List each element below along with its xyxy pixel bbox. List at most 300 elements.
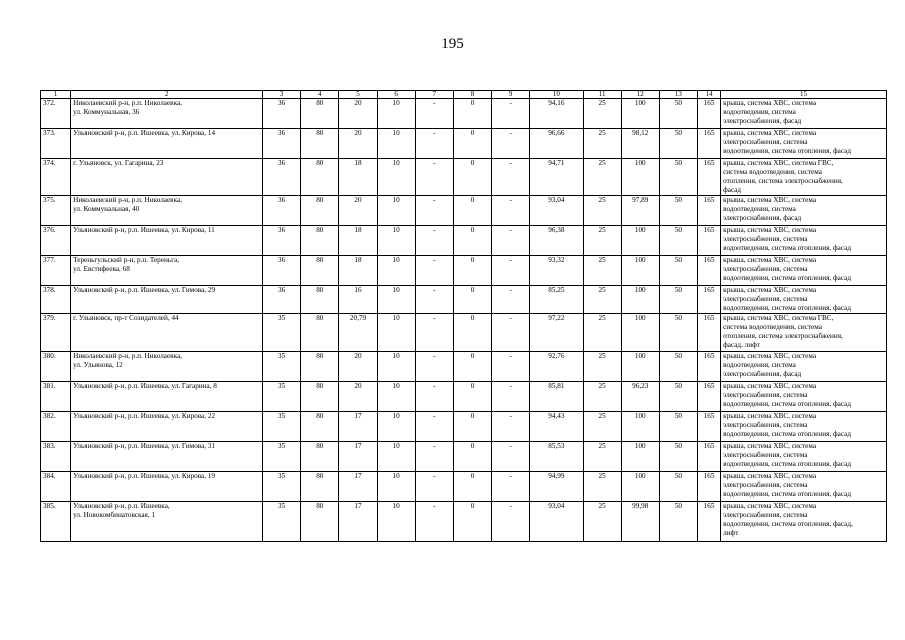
works-cell	[721, 352, 887, 382]
row-number: 380.	[41, 352, 71, 382]
value-cell-c9: -	[492, 226, 530, 256]
value-cell-c10: 96,38	[530, 226, 583, 256]
table-row	[41, 256, 887, 286]
works-cell	[721, 382, 887, 412]
works-line: лифт	[723, 529, 739, 537]
works-line: система водоотведения, система	[723, 168, 822, 176]
works-line: электроснабжения, система	[723, 391, 808, 399]
value-cell-c4: 80	[301, 226, 339, 256]
row-number: 379.	[41, 314, 71, 352]
value-cell-c12: 100	[621, 412, 659, 442]
works-line: крыша, система ХВС, система	[723, 129, 817, 137]
row-number: 375.	[41, 196, 71, 226]
value-cell-c9: -	[492, 196, 530, 226]
value-cell-c13: 50	[659, 159, 697, 196]
value-cell-c6: 10	[377, 129, 415, 159]
works-line: электроснабжения, система	[723, 138, 808, 146]
works-line: крыша, система ХВС, система ГВС,	[723, 314, 834, 322]
table-row	[41, 129, 887, 159]
value-cell-c11: 25	[583, 502, 621, 542]
address-line: Ульяновский р-н, р.п. Ишеевка, ул. Гимова, 31	[73, 442, 216, 450]
value-cell-c6: 10	[377, 502, 415, 542]
address-cell	[71, 99, 263, 129]
value-cell-c6: 10	[377, 442, 415, 472]
works-line: крыша, система ХВС, система ГВС,	[723, 159, 834, 167]
value-cell-c10: 85,25	[530, 286, 583, 314]
row-number: 382.	[41, 412, 71, 442]
address-cell	[71, 352, 263, 382]
value-cell-c5: 17	[339, 472, 377, 502]
works-line: крыша, система ХВС, система	[723, 286, 817, 294]
value-cell-c9: -	[492, 382, 530, 412]
works-line: крыша, система ХВС, система	[723, 382, 817, 390]
value-cell-c3: 36	[263, 286, 301, 314]
address-line: Ульяновский р-н, р.п. Ишеевка, ул. Гагарина, 8	[73, 382, 217, 390]
table-row	[41, 226, 887, 256]
value-cell-c11: 25	[583, 382, 621, 412]
works-line: водоотведения, система отопления, фасад	[723, 460, 851, 468]
value-cell-c12: 100	[621, 472, 659, 502]
row-number: 376.	[41, 226, 71, 256]
works-line: электроснабжения, фасад	[723, 370, 802, 378]
value-cell-c3: 35	[263, 412, 301, 442]
value-cell-c6: 10	[377, 412, 415, 442]
value-cell-c9: -	[492, 442, 530, 472]
value-cell-c9: -	[492, 159, 530, 196]
works-line: электроснабжения, фасад	[723, 117, 802, 125]
value-cell-c4: 80	[301, 502, 339, 542]
address-line: Ульяновский р-н, р.п. Ишеевка, ул. Кирова, 22	[73, 412, 216, 420]
table-row	[41, 159, 887, 196]
value-cell-c13: 50	[659, 442, 697, 472]
address-line: Ульяновский р-н, р.п. Ишеевка, ул. Кирова, 11	[73, 226, 215, 234]
value-cell-c13: 50	[659, 314, 697, 352]
value-cell-c8: 0	[453, 352, 491, 382]
works-line: крыша, система ХВС, система	[723, 412, 817, 420]
works-cell	[721, 314, 887, 352]
value-cell-c8: 0	[453, 442, 491, 472]
table-row	[41, 99, 887, 129]
value-cell-c10: 93,04	[530, 502, 583, 542]
address-line: Тереньгульский р-н, р.п. Тереньга,	[73, 256, 180, 264]
value-cell-c12: 98,12	[621, 129, 659, 159]
works-cell	[721, 226, 887, 256]
table-row	[41, 286, 887, 314]
value-cell-c5: 20	[339, 99, 377, 129]
column-header-9: 9	[492, 91, 530, 99]
table-row	[41, 472, 887, 502]
value-cell-c5: 18	[339, 256, 377, 286]
works-line: электроснабжения, фасад	[723, 214, 802, 222]
value-cell-c3: 36	[263, 129, 301, 159]
value-cell-c3: 35	[263, 314, 301, 352]
value-cell-c3: 36	[263, 99, 301, 129]
address-cell	[71, 472, 263, 502]
value-cell-c8: 0	[453, 196, 491, 226]
value-cell-c3: 36	[263, 226, 301, 256]
table-row	[41, 352, 887, 382]
value-cell-c5: 16	[339, 286, 377, 314]
address-cell	[71, 502, 263, 542]
value-cell-c14: 165	[698, 129, 721, 159]
works-line: крыша, система ХВС, система	[723, 442, 817, 450]
works-cell	[721, 502, 887, 542]
address-line: ул. Ульянова, 12	[73, 361, 123, 369]
value-cell-c3: 35	[263, 502, 301, 542]
table-row	[41, 196, 887, 226]
value-cell-c6: 10	[377, 352, 415, 382]
value-cell-c14: 165	[698, 196, 721, 226]
value-cell-c8: 0	[453, 472, 491, 502]
address-line: Ульяновский р-н, р.п. Ишеевка, ул. Гимова, 29	[73, 286, 216, 294]
value-cell-c7: -	[415, 472, 453, 502]
value-cell-c10: 94,71	[530, 159, 583, 196]
value-cell-c4: 80	[301, 99, 339, 129]
address-line: Николаевский р-н, р.п. Николаевка,	[73, 196, 182, 204]
works-line: водоотведения, система отопления, фасад	[723, 304, 851, 312]
value-cell-c8: 0	[453, 382, 491, 412]
value-cell-c11: 25	[583, 472, 621, 502]
value-cell-c10: 93,04	[530, 196, 583, 226]
works-line: отопления, система электроснабжения,	[723, 332, 843, 340]
header-row	[41, 91, 887, 99]
value-cell-c5: 20	[339, 196, 377, 226]
address-cell	[71, 256, 263, 286]
works-line: водоотведения, система отопления, фасад	[723, 274, 851, 282]
value-cell-c14: 165	[698, 256, 721, 286]
value-cell-c4: 80	[301, 196, 339, 226]
works-line: крыша, система ХВС, система	[723, 472, 817, 480]
works-line: электроснабжения, система	[723, 265, 808, 273]
works-line: фасад, лифт	[723, 341, 760, 349]
value-cell-c14: 165	[698, 502, 721, 542]
value-cell-c7: -	[415, 502, 453, 542]
column-header-15: 15	[721, 91, 887, 99]
value-cell-c7: -	[415, 129, 453, 159]
value-cell-c14: 165	[698, 412, 721, 442]
value-cell-c13: 50	[659, 99, 697, 129]
table-row	[41, 382, 887, 412]
value-cell-c7: -	[415, 99, 453, 129]
row-number: 384.	[41, 472, 71, 502]
table-body	[41, 99, 887, 542]
value-cell-c14: 165	[698, 99, 721, 129]
value-cell-c11: 25	[583, 226, 621, 256]
works-cell	[721, 256, 887, 286]
value-cell-c10: 94,43	[530, 412, 583, 442]
value-cell-c4: 80	[301, 382, 339, 412]
value-cell-c5: 20	[339, 382, 377, 412]
address-line: ул. Евстифеева, 68	[73, 265, 130, 273]
works-line: система водоотведения, система	[723, 323, 822, 331]
value-cell-c7: -	[415, 226, 453, 256]
row-number: 381.	[41, 382, 71, 412]
value-cell-c12: 100	[621, 442, 659, 472]
works-line: отопления, система электроснабжения,	[723, 177, 843, 185]
works-line: электроснабжения, система	[723, 451, 808, 459]
value-cell-c7: -	[415, 442, 453, 472]
value-cell-c5: 18	[339, 226, 377, 256]
works-line: водоотведения, система отопления, фасад	[723, 490, 851, 498]
column-header-3: 3	[263, 91, 301, 99]
value-cell-c14: 165	[698, 442, 721, 472]
value-cell-c7: -	[415, 352, 453, 382]
value-cell-c9: -	[492, 286, 530, 314]
row-number: 373.	[41, 129, 71, 159]
column-header-1: 1	[41, 91, 71, 99]
value-cell-c13: 50	[659, 352, 697, 382]
value-cell-c11: 25	[583, 159, 621, 196]
address-line: Николаевский р-н, р.п. Николаевка,	[73, 99, 182, 107]
works-line: крыша, система ХВС, система	[723, 99, 817, 107]
value-cell-c11: 25	[583, 412, 621, 442]
value-cell-c4: 80	[301, 159, 339, 196]
page-number: 195	[441, 36, 464, 52]
works-line: водоотведения, система отопления, фасад	[723, 400, 851, 408]
column-header-7: 7	[415, 91, 453, 99]
value-cell-c10: 94,99	[530, 472, 583, 502]
value-cell-c12: 99,98	[621, 502, 659, 542]
works-line: фасад	[723, 186, 742, 194]
works-line: водоотведения, система отопления, фасад	[723, 147, 851, 155]
value-cell-c11: 25	[583, 442, 621, 472]
value-cell-c13: 50	[659, 382, 697, 412]
value-cell-c10: 97,22	[530, 314, 583, 352]
address-line: ул. Коммунальная, 36	[73, 108, 140, 116]
value-cell-c7: -	[415, 314, 453, 352]
address-line: Ульяновский р-н, р.п. Ишеевка,	[73, 502, 170, 510]
value-cell-c11: 25	[583, 352, 621, 382]
value-cell-c8: 0	[453, 286, 491, 314]
value-cell-c6: 10	[377, 382, 415, 412]
value-cell-c11: 25	[583, 286, 621, 314]
value-cell-c7: -	[415, 159, 453, 196]
value-cell-c6: 10	[377, 99, 415, 129]
value-cell-c8: 0	[453, 226, 491, 256]
address-cell	[71, 442, 263, 472]
value-cell-c8: 0	[453, 256, 491, 286]
value-cell-c13: 50	[659, 256, 697, 286]
column-header-13: 13	[659, 91, 697, 99]
value-cell-c14: 165	[698, 352, 721, 382]
row-number: 372.	[41, 99, 71, 129]
address-cell	[71, 412, 263, 442]
works-line: электроснабжения, система	[723, 235, 808, 243]
column-header-11: 11	[583, 91, 621, 99]
column-header-14: 14	[698, 91, 721, 99]
value-cell-c12: 97,89	[621, 196, 659, 226]
value-cell-c4: 80	[301, 286, 339, 314]
works-line: водоотведения, система отопления, фасад,	[723, 520, 853, 528]
value-cell-c5: 17	[339, 412, 377, 442]
works-line: электроснабжения, система	[723, 421, 808, 429]
value-cell-c8: 0	[453, 99, 491, 129]
value-cell-c3: 35	[263, 442, 301, 472]
works-line: крыша, система ХВС, система	[723, 226, 817, 234]
works-line: водоотведения, система	[723, 205, 796, 213]
value-cell-c3: 35	[263, 352, 301, 382]
value-cell-c12: 96,23	[621, 382, 659, 412]
value-cell-c14: 165	[698, 314, 721, 352]
value-cell-c11: 25	[583, 196, 621, 226]
value-cell-c10: 85,81	[530, 382, 583, 412]
table-row	[41, 412, 887, 442]
value-cell-c8: 0	[453, 502, 491, 542]
column-header-5: 5	[339, 91, 377, 99]
address-cell	[71, 196, 263, 226]
value-cell-c13: 50	[659, 502, 697, 542]
works-cell	[721, 472, 887, 502]
value-cell-c3: 36	[263, 196, 301, 226]
works-line: крыша, система ХВС, система	[723, 256, 817, 264]
value-cell-c11: 25	[583, 129, 621, 159]
value-cell-c12: 100	[621, 226, 659, 256]
value-cell-c9: -	[492, 99, 530, 129]
value-cell-c7: -	[415, 286, 453, 314]
address-line: Ульяновский р-н, р.п. Ишеевка, ул. Кирова, 19	[73, 472, 216, 480]
value-cell-c7: -	[415, 196, 453, 226]
column-header-4: 4	[301, 91, 339, 99]
works-cell	[721, 99, 887, 129]
value-cell-c5: 17	[339, 442, 377, 472]
value-cell-c3: 36	[263, 159, 301, 196]
value-cell-c6: 10	[377, 226, 415, 256]
value-cell-c5: 20	[339, 352, 377, 382]
value-cell-c9: -	[492, 129, 530, 159]
value-cell-c13: 50	[659, 472, 697, 502]
works-cell	[721, 286, 887, 314]
table-row	[41, 502, 887, 542]
column-header-8: 8	[453, 91, 491, 99]
column-header-2: 2	[71, 91, 263, 99]
value-cell-c10: 92,76	[530, 352, 583, 382]
value-cell-c6: 10	[377, 256, 415, 286]
value-cell-c4: 80	[301, 412, 339, 442]
value-cell-c5: 20	[339, 129, 377, 159]
value-cell-c14: 165	[698, 159, 721, 196]
value-cell-c10: 94,16	[530, 99, 583, 129]
row-number: 383.	[41, 442, 71, 472]
value-cell-c10: 93,32	[530, 256, 583, 286]
value-cell-c9: -	[492, 314, 530, 352]
value-cell-c12: 100	[621, 256, 659, 286]
column-header-10: 10	[530, 91, 583, 99]
works-line: водоотведения, система отопления, фасад	[723, 244, 851, 252]
address-cell	[71, 129, 263, 159]
value-cell-c11: 25	[583, 256, 621, 286]
row-number: 374.	[41, 159, 71, 196]
value-cell-c3: 35	[263, 382, 301, 412]
value-cell-c14: 165	[698, 226, 721, 256]
value-cell-c6: 10	[377, 472, 415, 502]
value-cell-c5: 17	[339, 502, 377, 542]
value-cell-c12: 100	[621, 286, 659, 314]
works-line: водоотведения, система	[723, 361, 796, 369]
value-cell-c9: -	[492, 256, 530, 286]
value-cell-c9: -	[492, 472, 530, 502]
value-cell-c14: 165	[698, 286, 721, 314]
value-cell-c3: 35	[263, 472, 301, 502]
value-cell-c4: 80	[301, 256, 339, 286]
repair-program-table	[40, 90, 887, 542]
value-cell-c8: 0	[453, 129, 491, 159]
value-cell-c8: 0	[453, 314, 491, 352]
value-cell-c3: 36	[263, 256, 301, 286]
row-number: 385.	[41, 502, 71, 542]
address-line: Николаевский р-н, р.п. Николаевка,	[73, 352, 182, 360]
value-cell-c12: 100	[621, 314, 659, 352]
works-cell	[721, 129, 887, 159]
address-cell	[71, 382, 263, 412]
value-cell-c4: 80	[301, 442, 339, 472]
column-header-6: 6	[377, 91, 415, 99]
value-cell-c9: -	[492, 502, 530, 542]
value-cell-c7: -	[415, 256, 453, 286]
works-line: электроснабжения, система	[723, 481, 808, 489]
value-cell-c14: 165	[698, 382, 721, 412]
value-cell-c8: 0	[453, 159, 491, 196]
value-cell-c10: 96,66	[530, 129, 583, 159]
value-cell-c12: 100	[621, 159, 659, 196]
row-number: 377.	[41, 256, 71, 286]
value-cell-c5: 20,79	[339, 314, 377, 352]
value-cell-c13: 50	[659, 412, 697, 442]
value-cell-c13: 50	[659, 226, 697, 256]
value-cell-c8: 0	[453, 412, 491, 442]
value-cell-c11: 25	[583, 99, 621, 129]
value-cell-c13: 50	[659, 286, 697, 314]
value-cell-c4: 80	[301, 472, 339, 502]
works-line: крыша, система ХВС, система	[723, 502, 817, 510]
address-line: г. Ульяновск, ул. Гагарина, 23	[73, 159, 164, 167]
table-row	[41, 314, 887, 352]
value-cell-c7: -	[415, 382, 453, 412]
works-cell	[721, 412, 887, 442]
value-cell-c13: 50	[659, 196, 697, 226]
works-line: электроснабжения, система	[723, 511, 808, 519]
works-cell	[721, 159, 887, 196]
table-row	[41, 442, 887, 472]
address-line: г. Ульяновск, пр-т Созидателей, 44	[73, 314, 179, 322]
works-line: водоотведения, система отопления, фасад	[723, 430, 851, 438]
works-line: крыша, система ХВС, система	[723, 352, 817, 360]
value-cell-c6: 10	[377, 286, 415, 314]
value-cell-c12: 100	[621, 352, 659, 382]
value-cell-c6: 10	[377, 314, 415, 352]
value-cell-c12: 100	[621, 99, 659, 129]
works-line: электроснабжения, система	[723, 295, 808, 303]
row-number: 378.	[41, 286, 71, 314]
value-cell-c4: 80	[301, 129, 339, 159]
value-cell-c11: 25	[583, 314, 621, 352]
value-cell-c4: 80	[301, 352, 339, 382]
value-cell-c5: 18	[339, 159, 377, 196]
column-header-12: 12	[621, 91, 659, 99]
address-line: ул. Новокомбинатовская, 1	[73, 511, 156, 519]
value-cell-c10: 85,53	[530, 442, 583, 472]
value-cell-c13: 50	[659, 129, 697, 159]
address-cell	[71, 314, 263, 352]
value-cell-c6: 10	[377, 159, 415, 196]
address-cell	[71, 286, 263, 314]
value-cell-c7: -	[415, 412, 453, 442]
address-line: Ульяновский р-н, р.п. Ишеевка, ул. Кирова, 14	[73, 129, 216, 137]
works-line: водоотведения, система	[723, 108, 796, 116]
address-line: ул. Коммунальная, 40	[73, 205, 140, 213]
value-cell-c4: 80	[301, 314, 339, 352]
value-cell-c9: -	[492, 412, 530, 442]
works-cell	[721, 196, 887, 226]
